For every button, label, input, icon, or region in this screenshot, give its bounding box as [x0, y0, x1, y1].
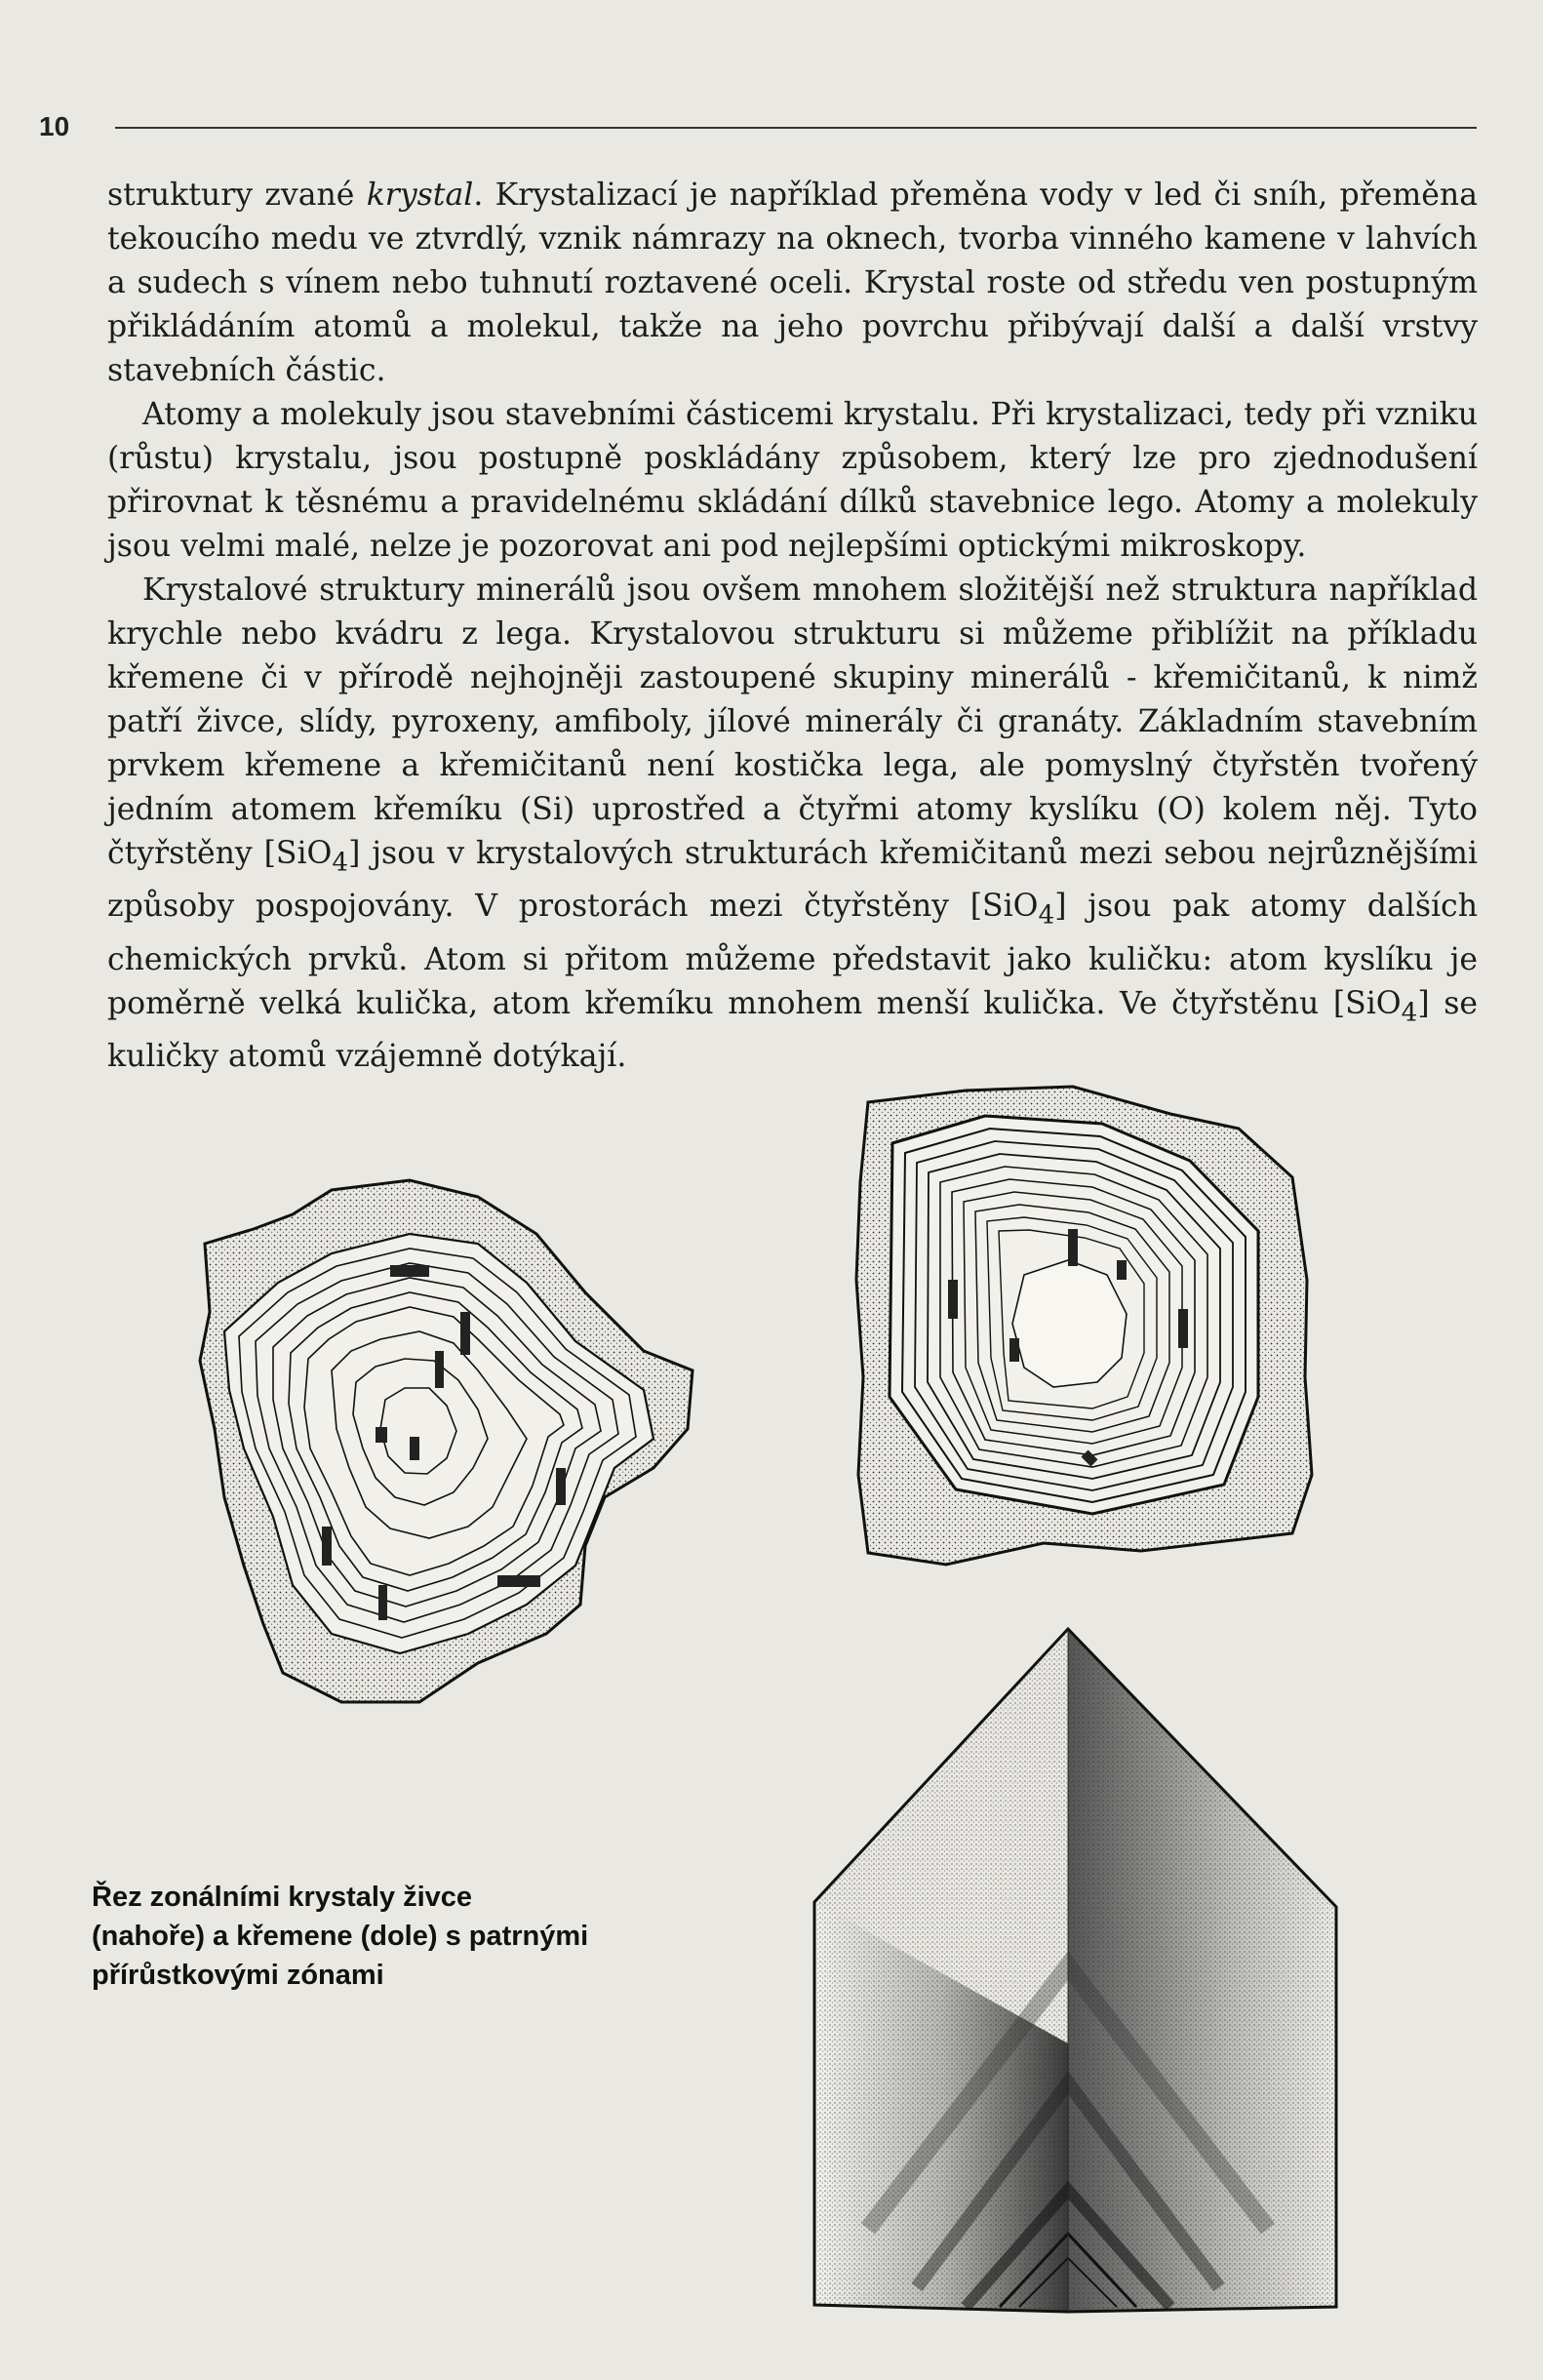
subscript-4: 4 — [1401, 997, 1418, 1027]
caption-line: Řez zonálními krystaly živce — [92, 1882, 473, 1913]
caption-line: přírůstkovými zónami — [92, 1960, 384, 1991]
feldspar-crystal-illustration — [185, 1175, 712, 1717]
subscript-4: 4 — [1038, 900, 1055, 931]
paragraph-2: Atomy a molekuly jsou stavebními částicemi krystalu. Při krystalizaci, tedy při vzniku (růstu) krystalu, jsou postupně poskládány způsobem, který lze pro zjednodušení přirovnat k těsnému a pravidelnému skládání dílků stavebnice lego. Atomy a molekuly jsou velmi malé, nelze je pozorovat ani pod nejlepšími optickými mikroskopy. — [107, 397, 1478, 564]
paragraph-3-part-2: ] jsou v krystalových strukturách křemičitanů mezi sebou nejrůznějšími způsoby pospojovány. V prostorách mezi čtyřstěny [SiO — [107, 836, 1478, 925]
quartz-section-illustration — [849, 1085, 1317, 1572]
subscript-4: 4 — [332, 848, 349, 878]
paragraph-3 — [107, 569, 1478, 1079]
body-text — [107, 174, 1478, 1079]
paragraph-3-part-1: Krystalové struktury minerálů jsou ovšem mnohem složitější než struktura například krychle nebo kvádru z lega. Krystalovou strukturu si můžeme přiblížit na příkladu křemene či v přírodě nejhojněji zastoupené skupiny minerálů - křemičitanů, k nimž patří živce, slídy, pyroxeny, amfiboly, jílové minerály či granáty. Základním stavebním prvkem křemene a křemičitanů není kostička lega, ale pomyslný čtyřstěn tvořený jedním atomem křemíku (Si) uprostřed a čtyřmi atomy kyslíku (O) kolem něj. Tyto čtyřstěny [SiO — [107, 573, 1478, 871]
paragraph-3-part-4: ] se kuličky atomů vzájemně dotýkají. — [107, 985, 1478, 1074]
quartz-pyramid-illustration — [810, 1624, 1341, 2317]
paragraph-1 — [107, 174, 1478, 393]
paragraph-1-rest: . Krystalizací je například přeměna vody v led či sníh, přeměna tekoucího medu ve ztvrdlý, vznik námrazy na oknech, tvorba vinného kamene v lahvích a sudech s vínem nebo tuhnutí roztavené oceli. Krystal roste od středu ven postupným přikládáním atomů a molekul, takže na jeho povrchu přibývají další a další vrstvy stavebních částic. — [107, 178, 1478, 388]
caption-line: (nahoře) a křemene (dole) s patrnými — [92, 1921, 589, 1952]
header-rule — [115, 127, 1477, 129]
figure-caption — [92, 1878, 638, 1995]
paragraph-3-part-3: ] jsou pak atomy dalších chemických prvků. Atom si přitom můžeme představit jako kuličku: atom kyslíku je poměrně velká kulička, atom křemíku mnohem menší kulička. Ve čtyřstěnu [SiO — [107, 889, 1478, 1021]
page-number: 10 — [39, 111, 70, 141]
paragraph-1-start: struktury zvané — [107, 178, 367, 213]
term-krystal: krystal — [366, 178, 474, 213]
